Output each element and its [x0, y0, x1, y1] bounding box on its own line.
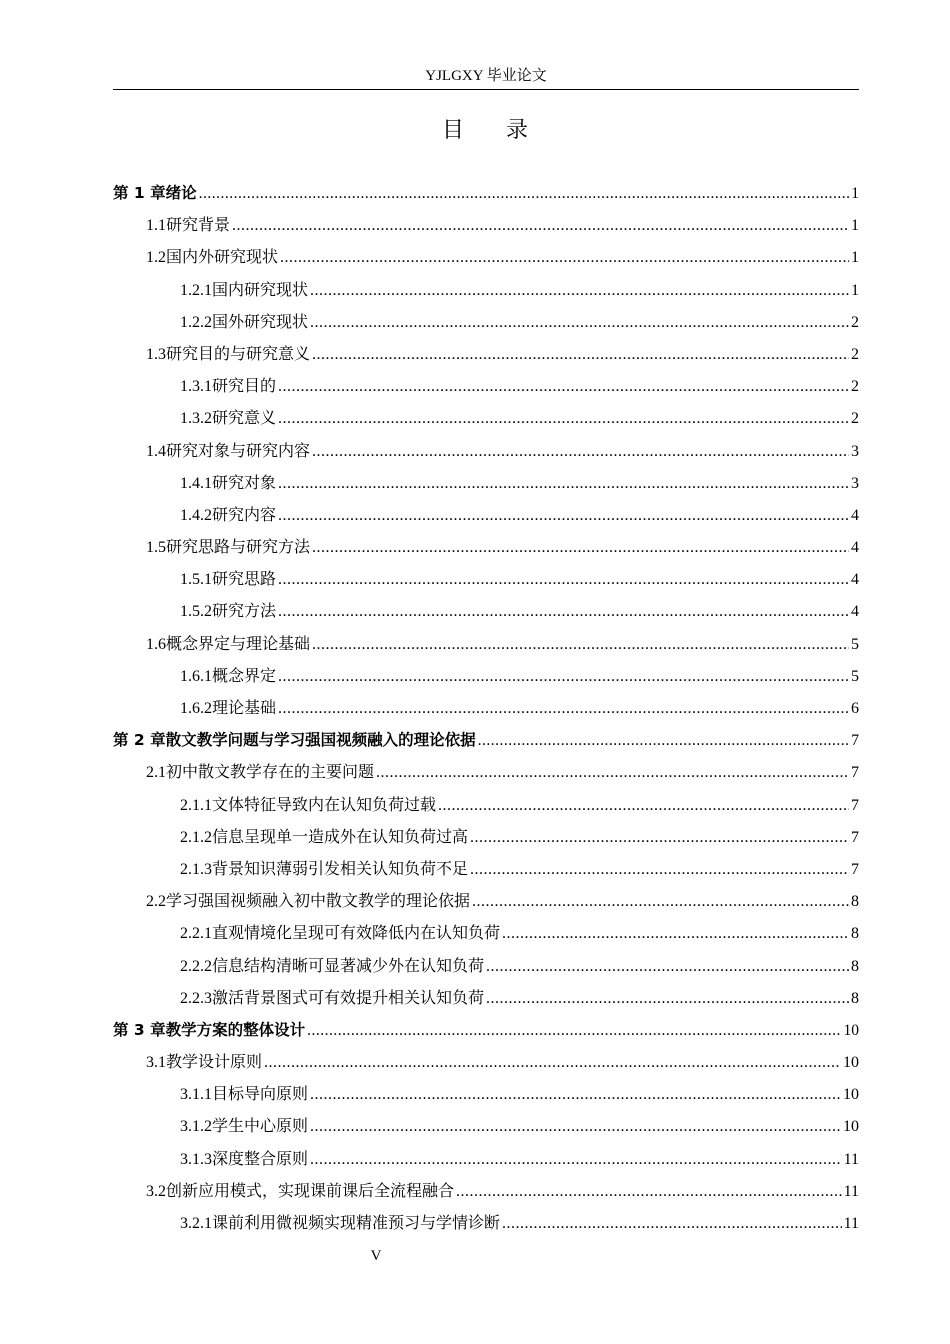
toc-entry[interactable]	[113, 1046, 859, 1078]
toc-entry-number: 1.5.1	[180, 571, 212, 589]
toc-entry[interactable]	[113, 595, 859, 627]
toc-entry-number: 第 2 章	[113, 731, 166, 750]
toc-entry-title: 研究背景	[166, 215, 231, 235]
toc-entry[interactable]	[113, 1143, 859, 1175]
toc-entry-page: 11	[843, 1150, 859, 1168]
toc-dot-leader	[278, 403, 849, 435]
toc-entry-title: 课前利用微视频实现精准预习与学情诊断	[212, 1213, 501, 1232]
toc-entry-title: 教学方案的整体设计	[165, 1020, 306, 1039]
toc-entry-number: 1.5.2	[180, 603, 212, 621]
toc-entry-number: 1.3.1	[180, 378, 212, 396]
toc-entry-number: 1.3	[146, 345, 166, 363]
toc-entry-title: 初中散文教学存在的主要问题	[166, 762, 375, 782]
toc-entry-number: 1.4.2	[180, 506, 212, 524]
toc-entry-number: 3.1.1	[180, 1086, 212, 1104]
toc-entry-title: 研究思路与研究方法	[166, 537, 311, 557]
toc-entry[interactable]	[113, 177, 859, 209]
toc-entry[interactable]	[113, 1175, 859, 1207]
toc-entry-page: 1	[851, 185, 859, 202]
toc-entry-title: 激活背景图式可有效提升相关认知负荷	[212, 987, 485, 1007]
toc-entry[interactable]	[113, 628, 859, 660]
toc-dot-leader	[502, 1208, 842, 1240]
toc-entry[interactable]	[113, 563, 859, 595]
toc-dot-leader	[278, 564, 849, 596]
page-number-footer: V	[370, 1248, 382, 1264]
toc-entry-page: 5	[851, 667, 859, 685]
toc-entry-number: 2.1	[146, 764, 166, 782]
toc-entry-title: 概念界定与理论基础	[166, 633, 311, 653]
toc-entry-number: 3.1.3	[180, 1150, 212, 1168]
toc-title-part1: 目	[441, 118, 466, 143]
toc-entry-title: 概念界定	[212, 665, 277, 685]
toc-entry-number: 1.6	[146, 635, 166, 653]
toc-dot-leader	[470, 822, 849, 854]
toc-entry-number: 2.2.1	[180, 925, 212, 943]
toc-entry-title: 背景知识薄弱引发相关认知负荷不足	[212, 858, 469, 878]
toc-entry-page: 10	[843, 1086, 859, 1104]
toc-entry-page: 10	[843, 1118, 859, 1136]
toc-entry-page: 2	[851, 313, 859, 331]
toc-entry[interactable]	[113, 789, 859, 821]
toc-entry-page: 4	[851, 506, 859, 524]
toc-entry[interactable]	[113, 338, 859, 370]
toc-entry-page: 8	[851, 925, 859, 943]
toc-dot-leader	[312, 436, 849, 468]
toc-entry-page: 10	[843, 1054, 859, 1072]
toc-entry-title: 理论基础	[212, 698, 277, 717]
toc-entry-number: 第 1 章	[113, 184, 166, 202]
toc-entry-title: 国内研究现状	[212, 279, 309, 299]
toc-dot-leader	[278, 500, 849, 532]
toc-entry-title: 绪论	[165, 184, 197, 202]
toc-entry-title: 目标导向原则	[212, 1084, 309, 1104]
toc-dot-leader	[486, 983, 849, 1015]
header-rule	[113, 89, 859, 90]
toc-entry[interactable]	[113, 853, 859, 885]
toc-entry-page: 1	[851, 281, 859, 299]
toc-entry-page: 3	[851, 442, 859, 460]
toc-entry[interactable]	[113, 885, 859, 917]
toc-entry[interactable]	[113, 692, 859, 724]
toc-entry-page: 11	[843, 1182, 859, 1200]
toc-entry-number: 2.2.3	[180, 989, 212, 1007]
toc-dot-leader	[199, 178, 850, 210]
toc-entry-number: 1.2	[146, 249, 166, 267]
toc-entry[interactable]	[113, 402, 859, 434]
toc-entry[interactable]	[113, 306, 859, 338]
toc-entry-number: 1.6.1	[180, 667, 212, 685]
toc-entry-page: 1	[851, 217, 859, 235]
toc-entry[interactable]	[113, 467, 859, 499]
toc-entry-number: 2.1.2	[180, 828, 212, 846]
toc-dot-leader	[278, 371, 849, 403]
toc-dot-leader	[278, 596, 849, 628]
table-of-contents	[113, 177, 859, 1239]
toc-dot-leader	[470, 854, 849, 886]
toc-dot-leader	[310, 1111, 841, 1143]
toc-entry-number: 3.1	[146, 1054, 166, 1072]
toc-entry-page: 7	[851, 732, 859, 750]
toc-entry-title: 研究目的	[212, 376, 277, 396]
toc-entry[interactable]	[113, 821, 859, 853]
toc-dot-leader	[472, 886, 849, 918]
toc-dot-leader	[310, 1079, 841, 1111]
toc-entry[interactable]	[113, 756, 859, 788]
toc-entry-page: 6	[851, 700, 859, 717]
toc-entry-number: 1.3.2	[180, 410, 212, 428]
toc-title-part2: 录	[506, 118, 531, 143]
toc-entry-page: 8	[851, 989, 859, 1007]
toc-dot-leader	[438, 790, 849, 822]
toc-entry-title: 研究方法	[212, 601, 277, 621]
toc-entry-number: 2.2	[146, 893, 166, 911]
toc-entry[interactable]	[113, 370, 859, 402]
toc-entry[interactable]	[113, 1207, 859, 1239]
toc-title	[113, 114, 859, 148]
toc-entry[interactable]	[113, 435, 859, 467]
toc-entry-page: 1	[851, 249, 859, 267]
toc-entry[interactable]	[113, 1078, 859, 1110]
toc-dot-leader	[278, 661, 849, 693]
toc-entry-page: 4	[851, 603, 859, 621]
toc-entry-number: 1.1	[146, 217, 166, 235]
toc-entry-number: 2.2.2	[180, 957, 212, 975]
toc-entry-page: 2	[851, 378, 859, 396]
toc-entry[interactable]	[113, 724, 859, 756]
toc-entry-title: 研究内容	[212, 504, 277, 524]
toc-dot-leader	[307, 1015, 841, 1047]
toc-entry-title: 研究思路	[212, 569, 277, 589]
toc-entry-title: 信息呈现单一造成外在认知负荷过高	[212, 826, 469, 846]
toc-entry-page: 11	[843, 1215, 859, 1232]
toc-entry-title: 研究意义	[212, 408, 277, 428]
toc-entry-page: 7	[851, 796, 859, 814]
toc-dot-leader	[312, 339, 849, 371]
toc-dot-leader	[310, 1144, 842, 1176]
toc-entry[interactable]	[113, 917, 859, 949]
toc-entry-number: 1.4.1	[180, 474, 212, 492]
toc-dot-leader	[312, 532, 849, 564]
toc-entry-title: 散文教学问题与学习强国视频融入的理论依据	[165, 731, 476, 750]
toc-entry[interactable]	[113, 1014, 859, 1046]
toc-dot-leader	[280, 242, 849, 274]
running-header: YJLGXY 毕业论文	[425, 68, 547, 84]
toc-entry-number: 2.1.3	[180, 860, 212, 878]
toc-entry-page: 4	[851, 539, 859, 557]
toc-entry-title: 研究对象	[212, 472, 277, 492]
toc-entry[interactable]	[113, 531, 859, 563]
toc-entry-page: 2	[851, 345, 859, 363]
toc-entry-title: 国外研究现状	[212, 311, 309, 331]
toc-entry[interactable]	[113, 241, 859, 273]
toc-dot-leader	[312, 629, 849, 661]
toc-entry-title: 直观情境化呈现可有效降低内在认知负荷	[212, 923, 501, 943]
toc-dot-leader	[456, 1176, 842, 1208]
toc-entry-number: 1.4	[146, 442, 166, 460]
toc-dot-leader	[310, 275, 849, 307]
toc-entry[interactable]	[113, 950, 859, 982]
toc-entry[interactable]	[113, 499, 859, 531]
toc-dot-leader	[502, 918, 849, 950]
toc-entry-number: 第 3 章	[113, 1020, 166, 1039]
toc-entry-page: 10	[843, 1021, 859, 1039]
toc-entry-title: 研究目的与研究意义	[166, 343, 311, 363]
toc-entry-page: 5	[851, 635, 859, 653]
toc-entry-title: 文体特征导致内在认知负荷过载	[212, 794, 437, 814]
toc-dot-leader	[278, 468, 849, 500]
toc-entry-page: 2	[851, 410, 859, 428]
toc-entry[interactable]	[113, 660, 859, 692]
toc-entry-number: 2.1.1	[180, 796, 212, 814]
toc-entry[interactable]	[113, 1110, 859, 1142]
toc-entry-number: 1.5	[146, 539, 166, 557]
toc-entry[interactable]	[113, 982, 859, 1014]
toc-entry-page: 7	[851, 860, 859, 878]
toc-entry-number: 3.2.1	[180, 1215, 212, 1232]
toc-dot-leader	[486, 951, 849, 983]
toc-dot-leader	[232, 210, 849, 242]
toc-entry-title: 教学设计原则	[166, 1052, 263, 1072]
toc-entry-title: 学生中心原则	[212, 1116, 309, 1136]
toc-entry-page: 7	[851, 764, 859, 782]
toc-dot-leader	[278, 693, 849, 725]
toc-entry-title: 国内外研究现状	[166, 247, 279, 267]
toc-entry-number: 1.6.2	[180, 700, 212, 717]
toc-entry-page: 8	[851, 957, 859, 975]
toc-entry[interactable]	[113, 274, 859, 306]
toc-entry-title: 创新应用模式，实现课前课后全流程融合	[166, 1180, 455, 1200]
toc-entry-page: 8	[851, 893, 859, 911]
toc-dot-leader	[376, 757, 849, 789]
toc-entry-title: 学习强国视频融入初中散文教学的理论依据	[166, 891, 471, 911]
toc-entry-number: 3.2	[146, 1182, 166, 1200]
toc-entry-number: 1.2.1	[180, 281, 212, 299]
toc-entry[interactable]	[113, 209, 859, 241]
toc-entry-title: 深度整合原则	[212, 1148, 309, 1168]
toc-dot-leader	[310, 307, 849, 339]
toc-entry-number: 1.2.2	[180, 313, 212, 331]
toc-entry-title: 信息结构清晰可显著减少外在认知负荷	[212, 955, 485, 975]
toc-entry-title: 研究对象与研究内容	[166, 440, 311, 460]
toc-entry-page: 4	[851, 571, 859, 589]
toc-entry-number: 3.1.2	[180, 1118, 212, 1136]
toc-entry-page: 7	[851, 828, 859, 846]
toc-dot-leader	[478, 725, 850, 757]
toc-dot-leader	[264, 1047, 841, 1079]
toc-entry-page: 3	[851, 474, 859, 492]
